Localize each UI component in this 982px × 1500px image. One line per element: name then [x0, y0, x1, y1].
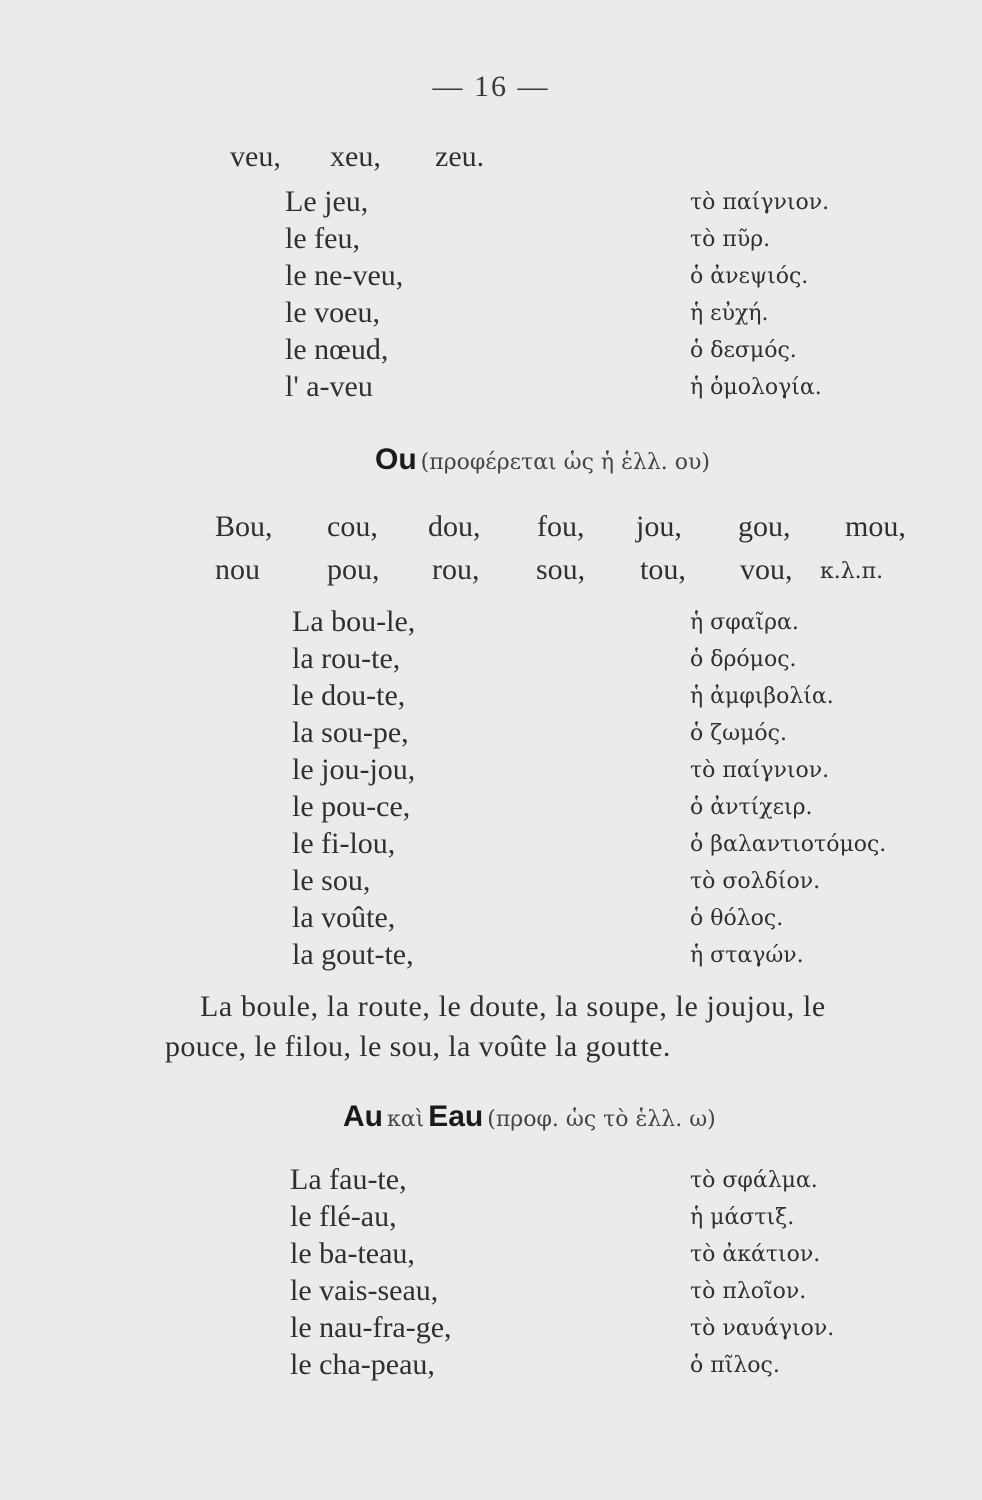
ou-syllable: tou, — [640, 553, 686, 586]
intro-syllable: veu, — [230, 140, 281, 173]
ou-syllable: mou, — [845, 510, 906, 543]
french-word: La bou-le, — [292, 605, 416, 638]
french-word: le nau-fra-ge, — [290, 1311, 452, 1344]
heading-title-2: Eau — [428, 1100, 484, 1133]
greek-translation: ὁ ζωμός. — [690, 721, 787, 746]
heading-title: Au — [343, 1100, 383, 1133]
greek-translation: ἡ εὐχή. — [690, 301, 769, 326]
ou-syllable: rou, — [432, 553, 480, 586]
french-word: la gout-te, — [292, 938, 414, 971]
ou-syllable: cou, — [327, 510, 378, 543]
ou-syllable: κ.λ.π. — [820, 559, 884, 584]
french-word: la rou-te, — [292, 642, 401, 675]
summary-line: pouce, le filou, le sou, la voûte la goutte. — [165, 1030, 671, 1063]
greek-translation: ὁ βαλαντιοτόμος. — [690, 832, 887, 857]
french-word: le ba-teau, — [290, 1237, 415, 1270]
ou-syllable: sou, — [536, 553, 586, 586]
greek-translation: ὁ πῖλος. — [690, 1353, 780, 1378]
greek-translation: τὸ ναυάγιον. — [690, 1316, 835, 1341]
section-heading-au-eau — [343, 1100, 716, 1134]
heading-title: Ou — [375, 443, 417, 476]
greek-translation: τὸ παίγνιον. — [690, 190, 830, 215]
french-word: le jou-jou, — [292, 753, 416, 786]
ou-syllable: nou — [215, 553, 260, 586]
ou-syllable: Bou, — [215, 510, 273, 543]
heading-conjunction: καὶ — [387, 1107, 425, 1132]
ou-syllable: jou, — [636, 510, 682, 543]
ou-syllable: vou, — [740, 553, 793, 586]
french-word: le voeu, — [285, 296, 380, 329]
french-word: le vais-seau, — [290, 1274, 439, 1307]
french-word: La fau-te, — [290, 1163, 407, 1196]
summary-line: La boule, la route, le doute, la soupe, le joujou, le — [200, 990, 826, 1023]
greek-translation: τὸ πῦρ. — [690, 227, 771, 252]
greek-translation: ὁ ἀνεψιός. — [690, 264, 809, 289]
intro-syllable: xeu, — [330, 140, 381, 173]
ou-syllable: fou, — [537, 510, 585, 543]
page-number: — 16 — — [432, 70, 550, 103]
french-word: la voûte, — [292, 901, 396, 934]
section-heading-ou — [375, 443, 710, 477]
french-word: le pou-ce, — [292, 790, 411, 823]
french-word: le fi-lou, — [292, 827, 396, 860]
french-word: le cha-peau, — [290, 1348, 435, 1381]
greek-translation: τὸ σφάλμα. — [690, 1168, 818, 1193]
ou-syllable: dou, — [428, 510, 481, 543]
french-word: le feu, — [285, 222, 360, 255]
greek-translation: ἡ ἀμφιβολία. — [690, 684, 834, 709]
heading-note: (προφέρεται ὡς ἡ ἑλλ. ου) — [420, 450, 710, 475]
french-word: Le jeu, — [285, 185, 369, 218]
greek-translation: τὸ πλοῖον. — [690, 1279, 807, 1304]
greek-translation: ἡ σταγών. — [690, 943, 804, 968]
greek-translation: ἡ ὁμολογία. — [690, 375, 822, 400]
greek-translation: τὸ σολδίον. — [690, 869, 821, 894]
greek-translation: τὸ ἀκάτιον. — [690, 1242, 821, 1267]
greek-translation: τὸ παίγνιον. — [690, 758, 830, 783]
greek-translation: ὁ δρόμος. — [690, 647, 797, 672]
french-word: le nœud, — [285, 333, 389, 366]
french-word: le sou, — [292, 864, 371, 897]
ou-syllable: gou, — [738, 510, 791, 543]
french-word: le ne-veu, — [285, 259, 404, 292]
french-word: le flé-au, — [290, 1200, 397, 1233]
french-word: l' a-veu — [285, 370, 373, 403]
greek-translation: ὁ δεσμός. — [690, 338, 797, 363]
french-word: le dou-te, — [292, 679, 406, 712]
ou-syllable: pou, — [327, 553, 380, 586]
greek-translation: ὁ θόλος. — [690, 906, 784, 931]
greek-translation: ἡ μάστιξ. — [690, 1205, 795, 1230]
greek-translation: ὁ ἀντίχειρ. — [690, 795, 813, 820]
intro-syllable: zeu. — [435, 140, 485, 173]
french-word: la sou-pe, — [292, 716, 409, 749]
greek-translation: ἡ σφαῖρα. — [690, 610, 799, 635]
heading-note: (προφ. ὡς τὸ ἑλλ. ω) — [487, 1107, 716, 1132]
